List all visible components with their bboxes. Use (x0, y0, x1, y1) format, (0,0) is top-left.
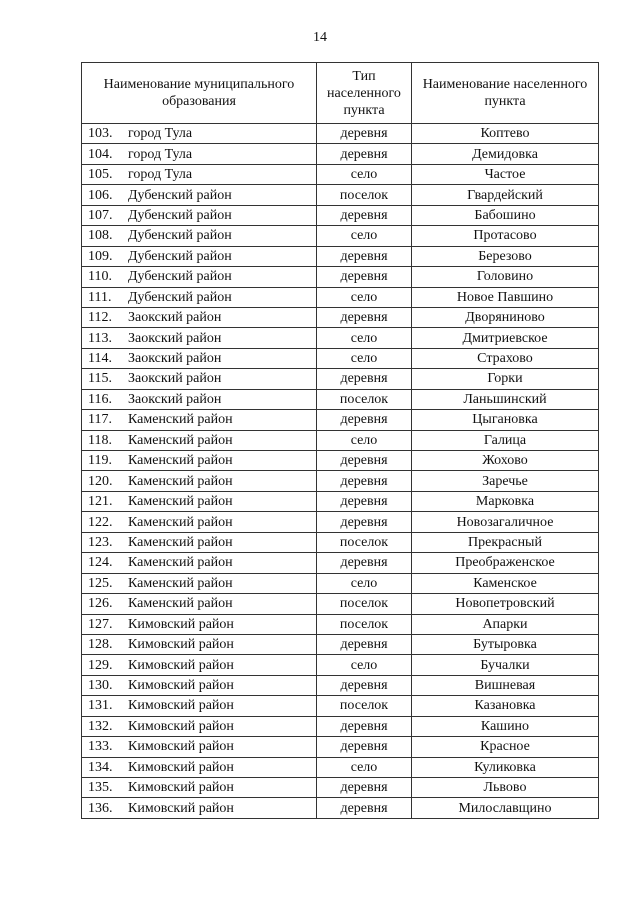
table-row (82, 164, 599, 184)
settlement-name-cell: Галица (412, 430, 599, 450)
municipality-name: город Тула (128, 126, 193, 142)
table-row (82, 737, 599, 757)
row-number: 135. (88, 780, 113, 796)
table-header-row (82, 63, 599, 124)
municipality-name: Дубенский район (128, 289, 232, 305)
table-row (82, 226, 599, 246)
municipality-cell (82, 491, 317, 511)
row-number: 131. (88, 698, 113, 714)
settlement-type-cell: поселок (317, 594, 412, 614)
settlement-name-cell: Частое (412, 164, 599, 184)
row-number: 121. (88, 494, 113, 510)
settlement-type-cell: село (317, 757, 412, 777)
settlement-type-cell: деревня (317, 553, 412, 573)
settlement-name-cell: Дмитриевское (412, 328, 599, 348)
table-row (82, 491, 599, 511)
table-row (82, 798, 599, 818)
table-row (82, 655, 599, 675)
row-number: 134. (88, 759, 113, 775)
row-number: 108. (88, 228, 113, 244)
settlement-type-cell: деревня (317, 246, 412, 266)
settlement-type-cell: село (317, 573, 412, 593)
municipality-name: Кимовский район (128, 739, 234, 755)
table-row (82, 634, 599, 654)
header-settlement-type: Тип населенного пункта (317, 63, 412, 124)
municipality-name: Дубенский район (128, 187, 232, 203)
municipality-name: Кимовский район (128, 616, 234, 632)
municipality-name: Заокский район (128, 351, 222, 367)
municipality-name: Заокский район (128, 310, 222, 326)
table-row (82, 675, 599, 695)
row-number: 128. (88, 637, 113, 653)
settlement-type-cell: деревня (317, 307, 412, 327)
settlement-name-cell: Горки (412, 369, 599, 389)
municipality-cell (82, 757, 317, 777)
municipality-name: Кимовский район (128, 678, 234, 694)
municipality-name: Кимовский район (128, 637, 234, 653)
municipality-cell (82, 307, 317, 327)
municipality-cell (82, 124, 317, 144)
settlement-name-cell: Бутыровка (412, 634, 599, 654)
table-row (82, 307, 599, 327)
municipality-name: Каменский район (128, 575, 233, 591)
municipality-name: Заокский район (128, 330, 222, 346)
table-row (82, 124, 599, 144)
municipality-name: Кимовский район (128, 698, 234, 714)
settlement-name-cell: Протасово (412, 226, 599, 246)
municipality-name: Кимовский район (128, 800, 234, 816)
municipality-name: Дубенский район (128, 207, 232, 223)
municipality-name: Дубенский район (128, 269, 232, 285)
settlement-type-cell: деревня (317, 144, 412, 164)
settlement-name-cell: Бабошино (412, 205, 599, 225)
row-number: 136. (88, 800, 113, 816)
table-body (82, 124, 599, 819)
settlement-type-cell: поселок (317, 696, 412, 716)
municipality-name: Каменский район (128, 555, 233, 571)
table-row (82, 430, 599, 450)
settlement-type-cell: село (317, 328, 412, 348)
settlement-type-cell: село (317, 226, 412, 246)
settlement-name-cell: Преображенское (412, 553, 599, 573)
row-number: 117. (88, 412, 112, 428)
settlement-type-cell: деревня (317, 512, 412, 532)
municipality-name: Каменский район (128, 473, 233, 489)
table-row (82, 696, 599, 716)
municipality-cell (82, 798, 317, 818)
settlement-name-cell: Цыгановка (412, 410, 599, 430)
table-row (82, 410, 599, 430)
row-number: 106. (88, 187, 113, 203)
row-number: 110. (88, 269, 112, 285)
settlement-type-cell: деревня (317, 491, 412, 511)
settlement-name-cell: Вишневая (412, 675, 599, 695)
table-row (82, 144, 599, 164)
table-row (82, 757, 599, 777)
municipality-cell (82, 226, 317, 246)
municipality-cell (82, 655, 317, 675)
settlement-type-cell: село (317, 430, 412, 450)
municipality-cell (82, 594, 317, 614)
municipality-name: Кимовский район (128, 759, 234, 775)
settlement-name-cell: Головино (412, 267, 599, 287)
municipality-name: Заокский район (128, 391, 222, 407)
row-number: 113. (88, 330, 112, 346)
settlement-name-cell: Апарки (412, 614, 599, 634)
header-municipality: Наименование муниципального образования (82, 63, 317, 124)
settlement-name-cell: Березово (412, 246, 599, 266)
municipality-cell (82, 164, 317, 184)
municipality-cell (82, 389, 317, 409)
municipality-cell (82, 430, 317, 450)
settlement-name-cell: Жохово (412, 451, 599, 471)
municipality-cell (82, 287, 317, 307)
settlement-name-cell: Страхово (412, 348, 599, 368)
settlement-type-cell: село (317, 287, 412, 307)
table-row (82, 471, 599, 491)
settlement-name-cell: Новозагаличное (412, 512, 599, 532)
settlement-name-cell: Бучалки (412, 655, 599, 675)
settlement-name-cell: Львово (412, 778, 599, 798)
row-number: 124. (88, 555, 113, 571)
municipality-name: Дубенский район (128, 248, 232, 264)
row-number: 107. (88, 207, 113, 223)
settlement-type-cell: деревня (317, 798, 412, 818)
row-number: 118. (88, 432, 112, 448)
table-row (82, 573, 599, 593)
row-number: 130. (88, 678, 113, 694)
table-row (82, 369, 599, 389)
row-number: 123. (88, 534, 113, 550)
settlement-type-cell: поселок (317, 614, 412, 634)
settlement-name-cell: Каменское (412, 573, 599, 593)
table-row (82, 246, 599, 266)
settlement-type-cell: село (317, 348, 412, 368)
municipality-name: Каменский район (128, 432, 233, 448)
settlement-name-cell: Дворяниново (412, 307, 599, 327)
settlement-type-cell: деревня (317, 205, 412, 225)
page-number: 14 (313, 30, 327, 45)
row-number: 120. (88, 473, 113, 489)
municipality-cell (82, 716, 317, 736)
settlement-type-cell: деревня (317, 675, 412, 695)
municipality-name: Каменский район (128, 534, 233, 550)
settlement-type-cell: поселок (317, 185, 412, 205)
table-row (82, 205, 599, 225)
settlement-name-cell: Милославщино (412, 798, 599, 818)
row-number: 115. (88, 371, 112, 387)
table-row (82, 512, 599, 532)
table-row (82, 532, 599, 552)
settlement-type-cell: деревня (317, 634, 412, 654)
row-number: 104. (88, 146, 113, 162)
settlement-name-cell: Прекрасный (412, 532, 599, 552)
settlement-type-cell: деревня (317, 471, 412, 491)
municipality-cell (82, 512, 317, 532)
settlement-type-cell: деревня (317, 778, 412, 798)
settlement-type-cell: село (317, 164, 412, 184)
row-number: 116. (88, 391, 112, 407)
table-row (82, 778, 599, 798)
municipality-cell (82, 634, 317, 654)
municipality-cell (82, 532, 317, 552)
municipality-name: Кимовский район (128, 657, 234, 673)
settlement-name-cell: Марковка (412, 491, 599, 511)
municipality-name: Кимовский район (128, 780, 234, 796)
settlement-type-cell: деревня (317, 124, 412, 144)
municipality-cell (82, 267, 317, 287)
settlements-table (81, 62, 599, 819)
settlement-type-cell: деревня (317, 716, 412, 736)
settlement-type-cell: деревня (317, 410, 412, 430)
row-number: 122. (88, 514, 113, 530)
row-number: 129. (88, 657, 113, 673)
settlement-name-cell: Казановка (412, 696, 599, 716)
row-number: 111. (88, 289, 112, 305)
table-row (82, 594, 599, 614)
settlement-name-cell: Новое Павшино (412, 287, 599, 307)
table-row (82, 614, 599, 634)
municipality-name: Каменский район (128, 453, 233, 469)
settlement-name-cell: Новопетровский (412, 594, 599, 614)
municipality-cell (82, 246, 317, 266)
table-row (82, 348, 599, 368)
municipality-cell (82, 410, 317, 430)
municipality-cell (82, 778, 317, 798)
municipality-cell (82, 573, 317, 593)
municipality-name: город Тула (128, 167, 193, 183)
settlement-name-cell: Куликовка (412, 757, 599, 777)
row-number: 125. (88, 575, 113, 591)
table-row (82, 451, 599, 471)
table-row (82, 185, 599, 205)
municipality-cell (82, 185, 317, 205)
settlement-type-cell: деревня (317, 737, 412, 757)
row-number: 109. (88, 248, 113, 264)
municipality-cell (82, 675, 317, 695)
municipality-name: Заокский район (128, 371, 222, 387)
municipality-name: Каменский район (128, 514, 233, 530)
settlement-name-cell: Красное (412, 737, 599, 757)
row-number: 126. (88, 596, 113, 612)
settlement-type-cell: деревня (317, 369, 412, 389)
table-row (82, 287, 599, 307)
municipality-name: Каменский район (128, 596, 233, 612)
row-number: 112. (88, 310, 112, 326)
row-number: 103. (88, 126, 113, 142)
table-row (82, 389, 599, 409)
municipality-cell (82, 205, 317, 225)
municipality-cell (82, 737, 317, 757)
municipality-cell (82, 614, 317, 634)
table-row (82, 328, 599, 348)
municipality-cell (82, 696, 317, 716)
table-row (82, 716, 599, 736)
table-row (82, 267, 599, 287)
settlement-name-cell: Ланьшинский (412, 389, 599, 409)
row-number: 119. (88, 453, 112, 469)
municipality-name: Каменский район (128, 494, 233, 510)
settlement-type-cell: деревня (317, 267, 412, 287)
row-number: 133. (88, 739, 113, 755)
municipality-name: Каменский район (128, 412, 233, 428)
municipality-cell (82, 348, 317, 368)
settlement-type-cell: деревня (317, 451, 412, 471)
row-number: 114. (88, 351, 112, 367)
municipality-cell (82, 328, 317, 348)
municipality-name: Кимовский район (128, 718, 234, 734)
settlement-name-cell: Гвардейский (412, 185, 599, 205)
row-number: 132. (88, 718, 113, 734)
municipality-cell (82, 471, 317, 491)
header-settlement-name: Наименование населенного пункта (412, 63, 599, 124)
settlement-type-cell: село (317, 655, 412, 675)
table-row (82, 553, 599, 573)
settlement-type-cell: поселок (317, 532, 412, 552)
settlement-name-cell: Демидовка (412, 144, 599, 164)
row-number: 105. (88, 167, 113, 183)
municipality-cell (82, 553, 317, 573)
municipality-cell (82, 451, 317, 471)
municipality-name: Дубенский район (128, 228, 232, 244)
municipality-name: город Тула (128, 146, 193, 162)
settlement-name-cell: Кашино (412, 716, 599, 736)
municipality-cell (82, 144, 317, 164)
settlement-name-cell: Коптево (412, 124, 599, 144)
settlement-type-cell: поселок (317, 389, 412, 409)
row-number: 127. (88, 616, 113, 632)
settlement-name-cell: Заречье (412, 471, 599, 491)
municipality-cell (82, 369, 317, 389)
